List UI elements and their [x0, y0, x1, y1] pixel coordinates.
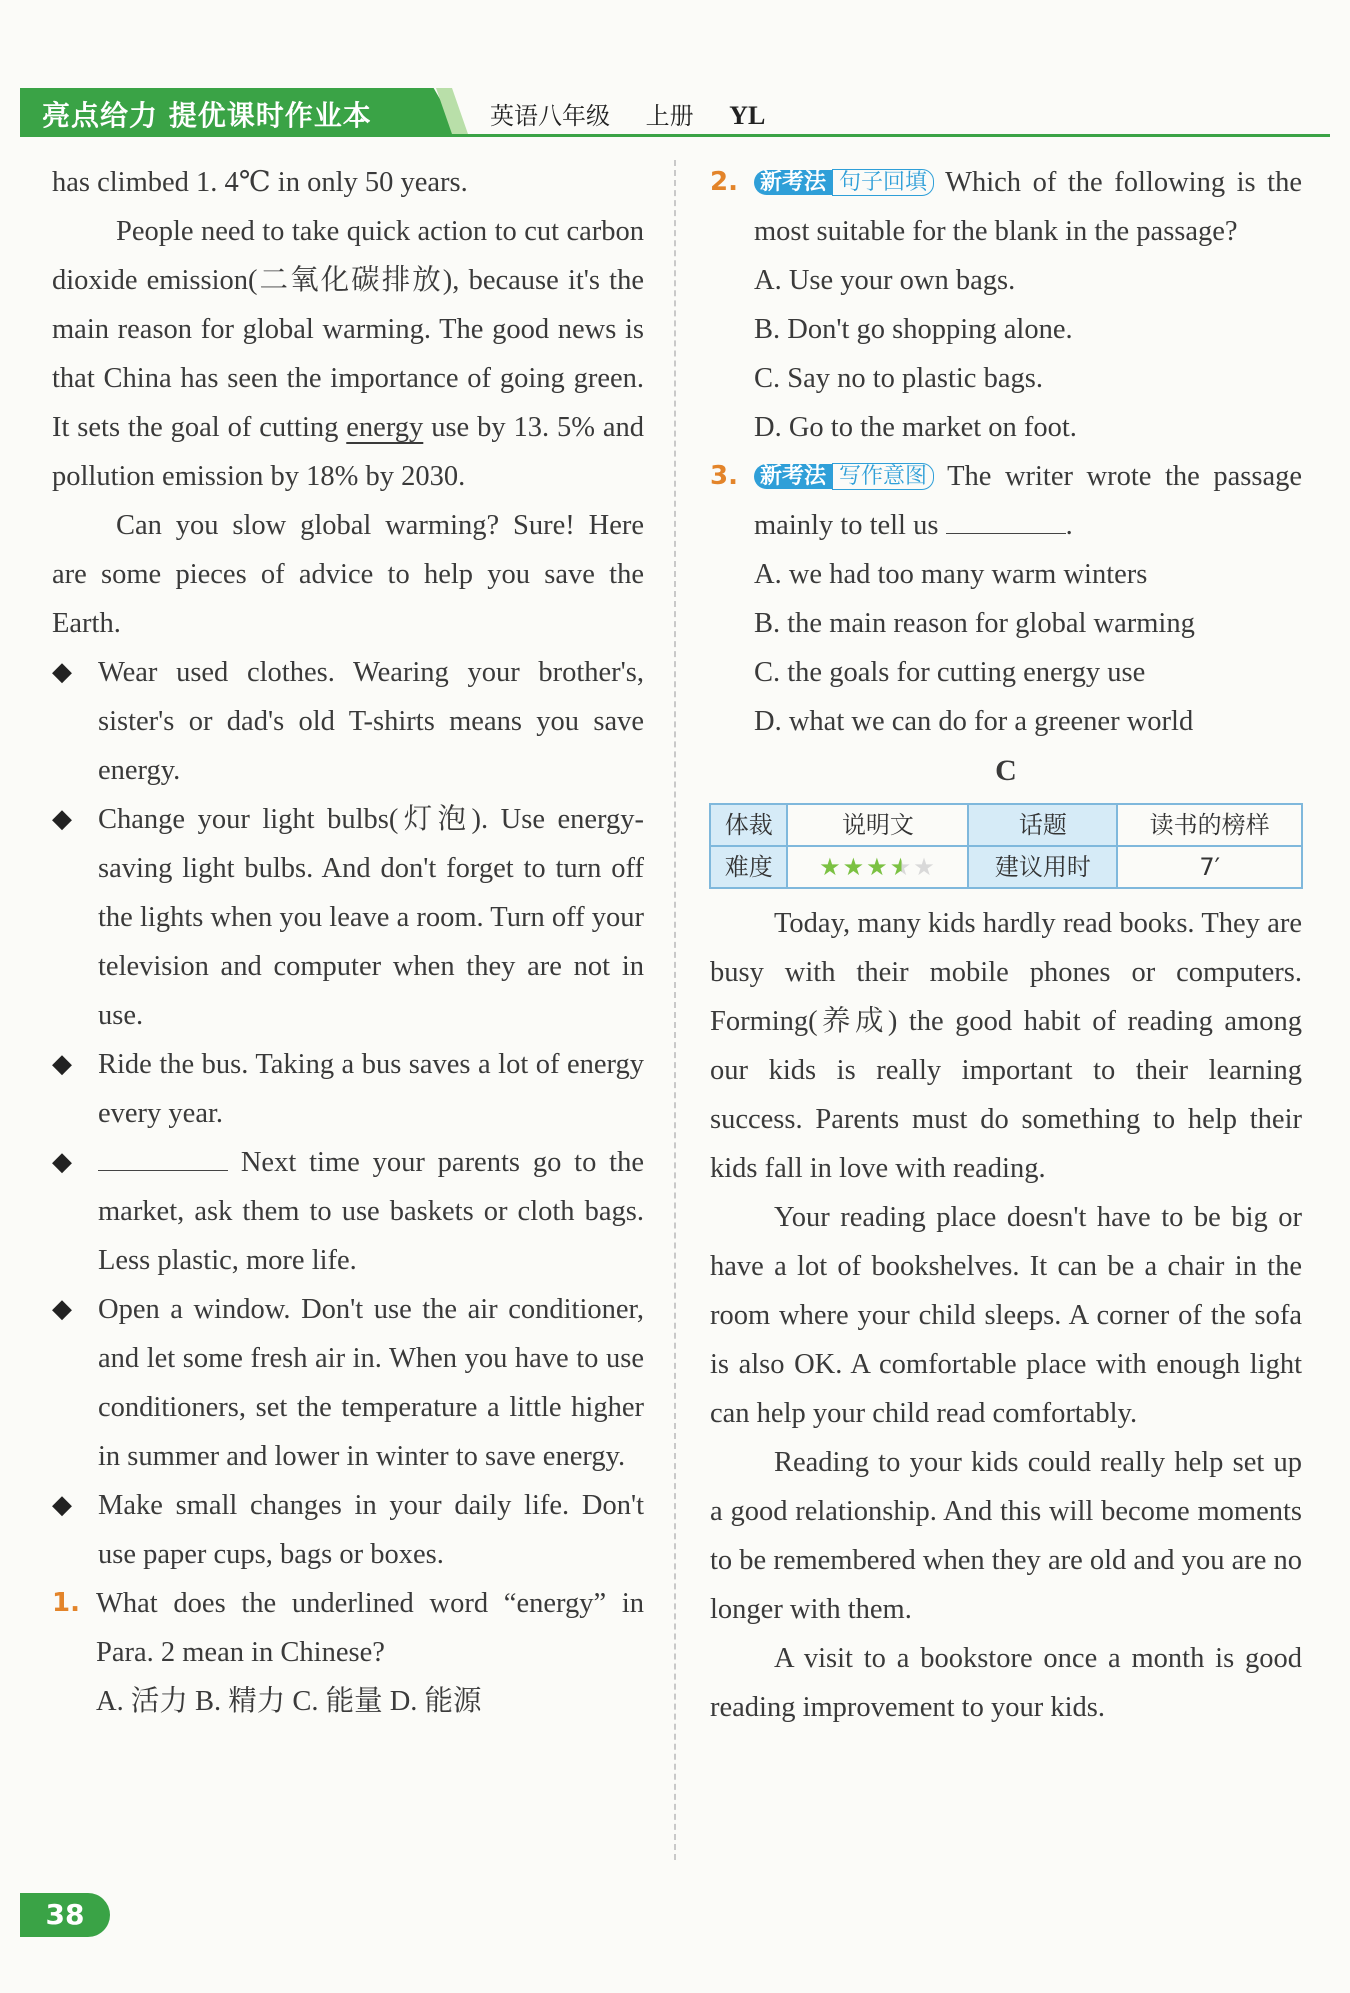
page-header: [20, 88, 1330, 136]
question-number: 3.: [710, 461, 738, 491]
option-a[interactable]: A. we had too many warm winters: [754, 559, 1148, 590]
left-column: [52, 158, 644, 1726]
star-rating-icon: ★★★★★: [819, 853, 937, 881]
genre-label: 体裁: [710, 804, 787, 846]
passage-paragraph: Today, many kids hardly read books. They are busy with their mobile phones or computers. Forming(养成) the good habit of reading among our kids is really important to their learning success. Parents must do something to help their kids fall in love with reading.: [710, 908, 1302, 1184]
advice-item: [52, 1040, 644, 1138]
advice-item: [52, 1138, 644, 1285]
passage-paragraph: Reading to your kids could really help set up a good relationship. And this will become moments to be remembered when they are old and you are no longer with them.: [710, 1447, 1302, 1625]
continued-line: has climbed 1. 4℃ in only 50 years.: [52, 167, 468, 198]
difficulty-label: 难度: [710, 846, 787, 888]
answer-blank[interactable]: [98, 1138, 228, 1171]
question-type-tag: 新考法 写作意图: [754, 462, 934, 492]
option-a[interactable]: A. Use your own bags.: [754, 265, 1016, 296]
question-number: 2.: [710, 167, 738, 197]
diamond-bullet-icon: ◆: [52, 1049, 72, 1079]
right-column: [710, 158, 1302, 1732]
question-text: 新考法 写作意图 The writer wrote the passage mainly to tell us .: [754, 461, 1302, 541]
time-value: 7′: [1117, 846, 1302, 888]
time-label: 建议用时: [968, 846, 1117, 888]
diamond-bullet-icon: ◆: [52, 1490, 72, 1520]
header-rule: [20, 134, 1330, 137]
diamond-bullet-icon: ◆: [52, 804, 72, 834]
column-divider: [674, 160, 676, 1860]
book-info: [490, 96, 793, 131]
passage-paragraph: Your reading place doesn't have to be big or have a lot of bookshelves. It can be a chair in the room where your child sleeps. A corner of the sofa is also OK. A comfortable place with enough light can help your child read comfortably.: [710, 1202, 1302, 1429]
option-d[interactable]: D. Go to the market on foot.: [754, 412, 1077, 443]
diamond-bullet-icon: ◆: [52, 657, 72, 687]
diamond-bullet-icon: ◆: [52, 1147, 72, 1177]
diamond-bullet-icon: ◆: [52, 1294, 72, 1324]
question-2: [710, 158, 1302, 452]
advice-item: [52, 1481, 644, 1579]
advice-text: Make small changes in your daily life. Don't use paper cups, bags or boxes.: [98, 1490, 644, 1570]
edition-label: YL: [729, 101, 766, 130]
subject-label: 英语八年级: [490, 102, 610, 130]
advice-text: Next time your parents go to the market, ask them to use baskets or cloth bags. Less plastic, more life.: [98, 1147, 644, 1276]
advice-item: [52, 648, 644, 795]
advice-text: Wear used clothes. Wearing your brother's, sister's or dad's old T-shirts means you save energy.: [98, 657, 644, 786]
brand-title: 亮点给力 提优课时作业本: [42, 99, 372, 132]
advice-text: Open a window. Don't use the air conditioner, and let some fresh air in. When you have to use conditioners, set the temperature a little higher in summer and lower in winter to save energy.: [98, 1294, 644, 1472]
paragraph-2: [52, 207, 644, 501]
topic-value: 读书的榜样: [1117, 804, 1302, 846]
question-1: [52, 1579, 644, 1726]
passage-info-table: [709, 803, 1303, 889]
question-text: 新考法 句子回填 Which of the following is the most suitable for the blank in the passage?: [754, 167, 1302, 247]
advice-text: Change your light bulbs(灯泡). Use energy-saving light bulbs. And don't forget to turn off the lights when you leave a room. Turn off your television and computer when they are not in use.: [98, 804, 644, 1031]
option-b[interactable]: B. Don't go shopping alone.: [754, 314, 1073, 345]
answer-blank[interactable]: [946, 501, 1066, 534]
advice-item: [52, 795, 644, 1040]
question-text: What does the underlined word “energy” in Para. 2 mean in Chinese?: [96, 1588, 644, 1668]
paragraph-2-text: People need to take quick action to cut carbon dioxide emission(二氧化碳排放), because it's the main reason for global warming. The good news is that China has seen the importance of going green. It sets the goal of cutting: [52, 216, 644, 443]
underlined-word-energy: energy: [346, 412, 424, 443]
paragraph-2-end: use by 13. 5% and pollution emission by 18% by 2030.: [52, 412, 644, 492]
paragraph-3: Can you slow global warming? Sure! Here are some pieces of advice to help you save the Earth.: [52, 510, 644, 639]
question-3: [710, 452, 1302, 746]
difficulty-stars: [787, 846, 968, 888]
option-b[interactable]: B. the main reason for global warming: [754, 608, 1195, 639]
option-c[interactable]: C. Say no to plastic bags.: [754, 363, 1043, 394]
passage-paragraph: A visit to a bookstore once a month is good reading improvement to your kids.: [710, 1643, 1302, 1723]
genre-value: 说明文: [787, 804, 968, 846]
question-type-tag: 新考法 句子回填: [754, 168, 934, 198]
option-d[interactable]: D. what we can do for a greener world: [754, 706, 1194, 737]
page-number: 38: [20, 1893, 110, 1937]
section-title: C: [995, 754, 1017, 787]
advice-item: [52, 1285, 644, 1481]
question-options[interactable]: A. 活力 B. 精力 C. 能量 D. 能源: [96, 1686, 482, 1717]
question-number: 1.: [52, 1588, 80, 1618]
advice-text: Ride the bus. Taking a bus saves a lot of energy every year.: [98, 1049, 644, 1129]
volume-label: 上册: [645, 102, 694, 130]
topic-label: 话题: [968, 804, 1117, 846]
option-c[interactable]: C. the goals for cutting energy use: [754, 657, 1146, 688]
